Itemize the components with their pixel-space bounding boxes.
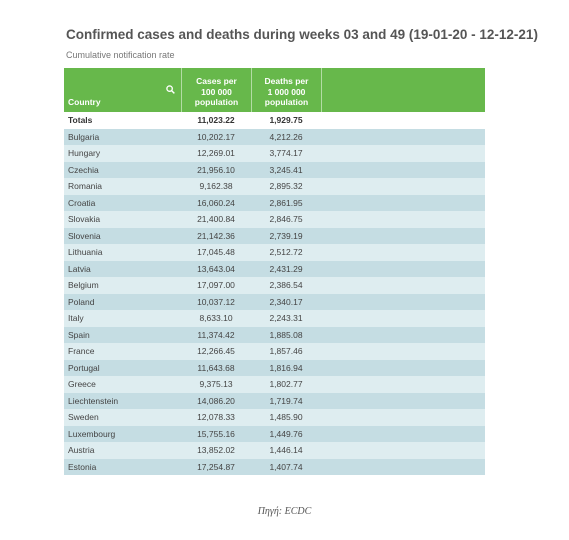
- cases-cell: 10,202.17: [197, 131, 235, 142]
- country-cell: Portugal: [68, 362, 100, 373]
- table-body: [64, 129, 485, 476]
- deaths-cell: 1,719.74: [269, 395, 303, 406]
- data-table: [64, 68, 485, 475]
- cases-cell: 17,045.48: [197, 247, 235, 258]
- row-spacer: [321, 426, 485, 443]
- country-cell: Austria: [68, 445, 95, 456]
- cases-cell: 16,060.24: [197, 197, 235, 208]
- cases-cell: 14,086.20: [197, 395, 235, 406]
- table-row: [64, 162, 485, 179]
- cases-cell: 21,956.10: [197, 164, 235, 175]
- country-cell: Luxembourg: [68, 428, 116, 439]
- deaths-cell: 2,243.31: [269, 313, 303, 324]
- table-row: [64, 409, 485, 426]
- country-cell: Estonia: [68, 461, 97, 472]
- deaths-cell: 2,861.95: [269, 197, 303, 208]
- cases-cell: 10,037.12: [197, 296, 235, 307]
- row-spacer: [321, 393, 485, 410]
- country-cell: Liechtenstein: [68, 395, 119, 406]
- cases-cell: 11,643.68: [197, 362, 235, 373]
- cases-cell: 21,142.36: [197, 230, 235, 241]
- cases-cell: 11,374.42: [197, 329, 235, 340]
- deaths-cell: 1,857.46: [269, 346, 303, 357]
- row-spacer: [321, 162, 485, 179]
- deaths-column-header[interactable]: [251, 68, 321, 112]
- table-row: [64, 178, 485, 195]
- row-spacer: [321, 294, 485, 311]
- country-cell: Slovakia: [68, 214, 101, 225]
- row-spacer: [321, 195, 485, 212]
- deaths-cell: 2,340.17: [269, 296, 303, 307]
- totals-label: Totals: [68, 115, 93, 126]
- row-spacer: [321, 459, 485, 476]
- cases-cell: 12,078.33: [197, 412, 235, 423]
- table-row: [64, 211, 485, 228]
- cases-cell: 13,852.02: [197, 445, 235, 456]
- deaths-cell: 2,846.75: [269, 214, 303, 225]
- totals-row: [64, 112, 485, 129]
- row-spacer: [321, 129, 485, 146]
- row-spacer: [321, 310, 485, 327]
- country-cell: Lithuania: [68, 247, 103, 258]
- country-cell: Romania: [68, 181, 103, 192]
- country-cell: Latvia: [68, 263, 91, 274]
- search-icon[interactable]: [166, 85, 175, 94]
- country-cell: Hungary: [68, 148, 101, 159]
- header-spacer: [321, 68, 485, 112]
- row-spacer: [321, 376, 485, 393]
- country-cell: Czechia: [68, 164, 99, 175]
- cases-column-header[interactable]: [181, 68, 251, 112]
- table-row: [64, 376, 485, 393]
- deaths-cell: 3,245.41: [269, 164, 303, 175]
- table-row: [64, 228, 485, 245]
- country-header-label: Country: [68, 97, 101, 107]
- country-cell: Croatia: [68, 197, 96, 208]
- row-spacer: [321, 145, 485, 162]
- country-cell: Spain: [68, 329, 90, 340]
- row-spacer: [321, 261, 485, 278]
- cases-cell: 12,266.45: [197, 346, 235, 357]
- row-spacer: [321, 343, 485, 360]
- table-row: [64, 360, 485, 377]
- deaths-cell: 2,895.32: [269, 181, 303, 192]
- table-row: [64, 145, 485, 162]
- cases-cell: 9,162.38: [199, 181, 233, 192]
- country-cell: Bulgaria: [68, 131, 100, 142]
- cases-cell: 21,400.84: [197, 214, 235, 225]
- deaths-cell: 4,212.26: [269, 131, 303, 142]
- deaths-cell: 1,485.90: [269, 412, 303, 423]
- country-cell: Slovenia: [68, 230, 101, 241]
- table-row: [64, 277, 485, 294]
- cases-cell: 9,375.13: [199, 379, 233, 390]
- table-row: [64, 244, 485, 261]
- table-row: [64, 459, 485, 476]
- row-spacer: [321, 327, 485, 344]
- row-spacer: [321, 244, 485, 261]
- country-cell: Sweden: [68, 412, 99, 423]
- deaths-cell: 1,449.76: [269, 428, 303, 439]
- country-column-header[interactable]: [64, 68, 181, 112]
- cases-cell: 17,254.87: [197, 461, 235, 472]
- deaths-cell: 1,885.08: [269, 329, 303, 340]
- table-row: [64, 294, 485, 311]
- country-cell: France: [68, 346, 95, 357]
- deaths-cell: 2,431.29: [269, 263, 303, 274]
- table-header: [64, 68, 485, 112]
- row-spacer: [321, 277, 485, 294]
- country-cell: Italy: [68, 313, 84, 324]
- source-caption: Πηγή: ECDC: [257, 506, 312, 517]
- deaths-cell: 1,407.74: [269, 461, 303, 472]
- chart-title: Confirmed cases and deaths during weeks 03 and 49 (19-01-20 - 12-12-21): [66, 27, 538, 42]
- row-spacer: [321, 228, 485, 245]
- table-row: [64, 343, 485, 360]
- row-spacer: [321, 178, 485, 195]
- country-cell: Poland: [68, 296, 95, 307]
- cases-cell: 17,097.00: [197, 280, 235, 291]
- deaths-cell: 2,386.54: [269, 280, 303, 291]
- totals-cases: 11,023.22: [197, 115, 235, 126]
- deaths-cell: 2,512.72: [269, 247, 303, 258]
- deaths-cell: 1,816.94: [269, 362, 303, 373]
- row-spacer: [321, 442, 485, 459]
- cases-cell: 8,633.10: [199, 313, 233, 324]
- deaths-cell: 2,739.19: [269, 230, 303, 241]
- deaths-cell: 1,802.77: [269, 379, 303, 390]
- country-cell: Belgium: [68, 280, 99, 291]
- deaths-header-label: Deaths per 1 000 000 population: [264, 76, 309, 107]
- table-row: [64, 327, 485, 344]
- cases-cell: 13,643.04: [197, 263, 235, 274]
- cases-cell: 15,755.16: [197, 428, 235, 439]
- table-row: [64, 310, 485, 327]
- table-row: [64, 426, 485, 443]
- cases-cell: 12,269.01: [197, 148, 235, 159]
- chart-subtitle: Cumulative notification rate: [66, 50, 175, 60]
- totals-deaths: 1,929.75: [269, 115, 303, 126]
- table-row: [64, 393, 485, 410]
- country-cell: Greece: [68, 379, 96, 390]
- deaths-cell: 1,446.14: [269, 445, 303, 456]
- row-spacer: [321, 211, 485, 228]
- table-row: [64, 129, 485, 146]
- table-row: [64, 261, 485, 278]
- cases-header-label: Cases per 100 000 population: [194, 76, 239, 107]
- deaths-cell: 3,774.17: [269, 148, 303, 159]
- row-spacer: [321, 360, 485, 377]
- table-row: [64, 442, 485, 459]
- table-row: [64, 195, 485, 212]
- row-spacer: [321, 112, 485, 129]
- row-spacer: [321, 409, 485, 426]
